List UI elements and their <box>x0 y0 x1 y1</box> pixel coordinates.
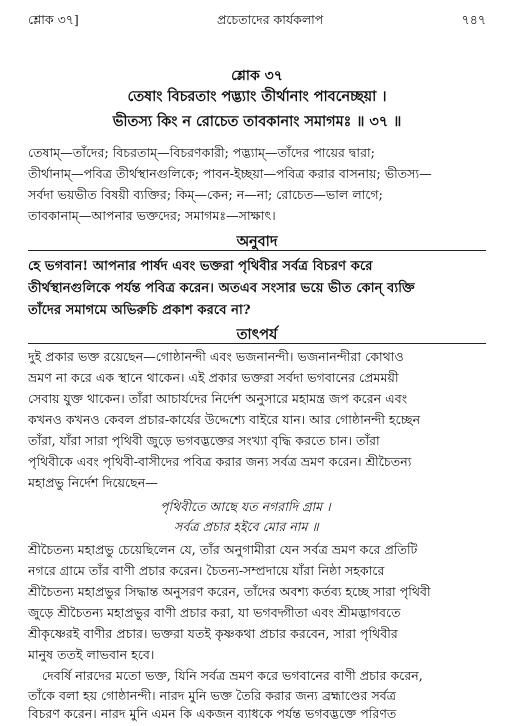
verse-line-1: তেষাং বিচরতাং পদ্ভ্যাং তীর্থানাং পাবনেচ্ছয়া । <box>127 88 387 105</box>
purport-line: মানুষ ততই লাভবান হবে। <box>28 647 155 662</box>
header-verse-ref: শ্লোক ৩৭] <box>28 12 79 27</box>
purport-heading: তাৎপর্য <box>236 326 278 343</box>
purport-line: শ্রীকৃষ্ণেরই বাণীর প্রচার। ভক্তরা যতই কৃষ্ণকথা প্রচার করবেন, সারা পৃথিবীর <box>28 626 398 641</box>
purport-line: দেবর্ষি নারদের মতো ভক্ত, যিনি সর্বত্র ভ্রমণ করে ভগবানের বাণী প্রচার করেন, <box>42 668 423 683</box>
purport-line: নগরে গ্রামে তাঁর বাণী প্রচার করেন। চৈতন্য-সম্প্রদায়ে যাঁরা নিষ্ঠা সহকারে <box>28 563 385 578</box>
synonyms-line: সর্বদা ভয়ভীত বিষয়ী ব্যক্তির; কিম্—কেন; ন—না; রোচেত—ভাল লাগে; <box>28 187 383 202</box>
purport-line: বিচরণ করেন। নারদ মুনি এমন কি একজন ব্যাধকে পর্যন্ত ভগবদ্ভক্তে পরিণত <box>28 706 397 721</box>
page-number: ৭৪৭ <box>461 12 486 27</box>
purport-line: ভ্রমণ না করে এক স্থানে থাকেন। এই প্রকার ভক্তরা সর্বদা ভগবানের প্রেমময়ী <box>28 370 399 385</box>
purport-line: সেবায় যুক্ত থাকেন। তাঁরা আচার্যদের নির্দেশ অনুসারে মহামন্ত্র জপ করেন এবং <box>28 391 408 406</box>
purport-rule <box>28 343 486 344</box>
translation-heading: অনুবাদ <box>236 233 278 250</box>
translation-line: হে ভগবান! আপনার পার্ষদ এবং ভক্তরা পৃথিবীর সর্বত্র বিচরণ করে <box>28 259 373 274</box>
translation-rule <box>28 250 486 251</box>
purport-line: শ্রীচৈতন্য মহাপ্রভুর সিদ্ধান্ত অনুসরণ করেন, তাঁদের অবশ্য কর্তব্য হচ্ছে সারা পৃথিবী <box>28 584 431 599</box>
header-chapter-title: প্রচেতাদের কার্যকলাপ <box>217 12 324 27</box>
purport-line: দুই প্রকার ভক্ত রয়েছেন—গোষ্ঠানন্দী এবং ভজনানন্দী। ভজনানন্দীরা কোথাও <box>28 349 404 364</box>
synonyms-line: তেষাম্—তাঁদের; বিচরতাম্—বিচরণকারী; পদ্ভ্যাম্—তাঁদের পায়ের দ্বারা; <box>28 145 375 160</box>
running-header <box>28 12 486 32</box>
purport-line: তাঁকে বলা হয় গোষ্ঠানন্দী। নারদ মুনি ভক্ত তৈরি করার জন্য ব্রহ্মাণ্ডের সর্বত্র <box>28 688 397 703</box>
purport-line: তাঁরা, যাঁরা সারা পৃথিবী জুড়ে ভগবদ্ভক্তের সংখ্যা বৃদ্ধি করতে চান। তাঁরা <box>28 433 380 448</box>
synonyms-line: তীর্থানাম্—পবিত্র তীর্থস্থানগুলিকে; পাবন-ইচ্ছয়া—পবিত্র করার বাসনায়; ভীতস্য— <box>28 166 432 181</box>
purport-line: কখনও কখনও কেবল প্রচার-কার্যের উদ্দেশ্যে বাইরে যান। আর গোষ্ঠানন্দী হচ্ছেন <box>28 412 421 427</box>
quote-line: সর্বত্র প্রচার হইবে মোর নাম ॥ <box>174 519 319 534</box>
synonyms-line: তাবকানাম্—আপনার ভক্তদের; সমাগমঃ—সাক্ষাৎ। <box>28 208 276 223</box>
purport-line: মহাপ্রভু নির্দেশ দিয়েছেন— <box>28 475 158 490</box>
purport-line: পৃথিবীকে এবং পৃথিবী-বাসীদের পবিত্র করার জন্য সর্বত্র ভ্রমণ করেন। শ্রীচৈতন্য <box>28 454 412 469</box>
translation-line: তীর্থস্থানগুলিকে পর্যন্ত পবিত্র করেন। অতএব সংসার ভয়ে ভীত কোন্ ব্যক্তি <box>28 281 415 296</box>
quote-line: পৃথিবীতে আছে যত নগরাদি গ্রাম । <box>160 499 331 514</box>
purport-line: জুড়ে শ্রীচৈতন্য মহাপ্রভুর বাণী প্রচার করা, যা ভগবদ্গীতা এবং শ্রীমদ্ভাগবতে <box>28 605 401 620</box>
verse-line-2: ভীতস্য কিং ন রোচেত তাবকানাং সমাগমঃ ॥ ৩৭ ॥ <box>112 113 402 130</box>
purport-line: শ্রীচৈতন্য মহাপ্রভু চেয়েছিলেন যে, তাঁর অনুগামীরা যেন সর্বত্র ভ্রমণ করে প্রতিটি <box>28 542 418 557</box>
verse-number: শ্লোক ৩৭ <box>231 68 283 84</box>
translation-line: তাঁদের সমাগমে অভিরুচি প্রকাশ করবে না? <box>28 303 251 318</box>
